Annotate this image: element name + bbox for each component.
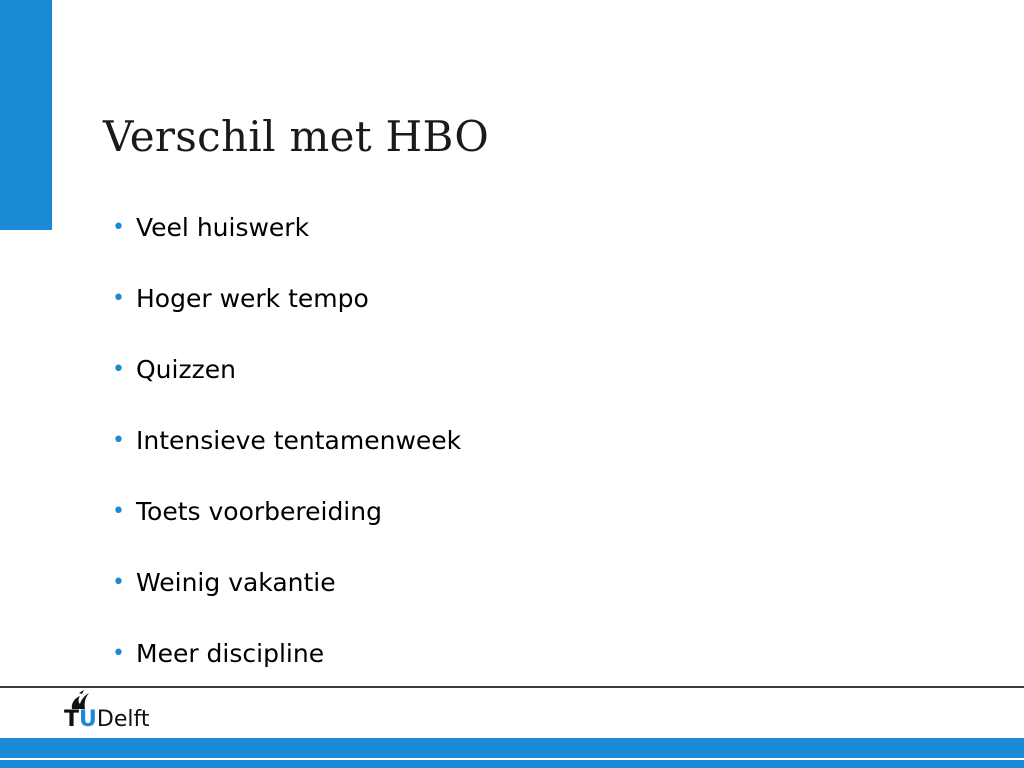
bullet-dot-icon: • [112,428,125,453]
bullet-dot-icon: • [112,641,125,666]
bullet-text: Quizzen [136,355,236,384]
bullet-dot-icon: • [112,357,125,382]
accent-bar [0,0,52,230]
bullet-item [112,491,461,562]
slide-title: Verschil met HBO [103,112,490,161]
bullet-text: Veel huiswerk [136,213,310,242]
bullet-text: Intensieve tentamenweek [136,426,462,455]
logo-t: T [64,707,80,732]
logo-wordmark [64,707,149,732]
bullet-text: Meer discipline [136,639,325,668]
bullet-item [112,278,461,349]
footer-divider [0,686,1024,688]
bullet-dot-icon: • [112,570,125,595]
bullet-text: Weinig vakantie [136,568,336,597]
logo-delft: Delft [96,707,150,732]
bullet-text: Toets voorbereiding [136,497,382,526]
bullet-item [112,349,461,420]
tu-delft-logo [64,690,184,736]
footer-band-line [0,758,1024,760]
bullet-dot-icon: • [112,499,125,524]
bullet-item [112,207,461,278]
bullet-item [112,562,461,633]
logo-u: U [79,707,97,732]
bullet-item [112,420,461,491]
bullet-text: Hoger werk tempo [136,284,369,313]
bullet-dot-icon: • [112,215,125,240]
bullet-list [112,207,461,704]
bullet-dot-icon: • [112,286,125,311]
footer-band [0,738,1024,768]
